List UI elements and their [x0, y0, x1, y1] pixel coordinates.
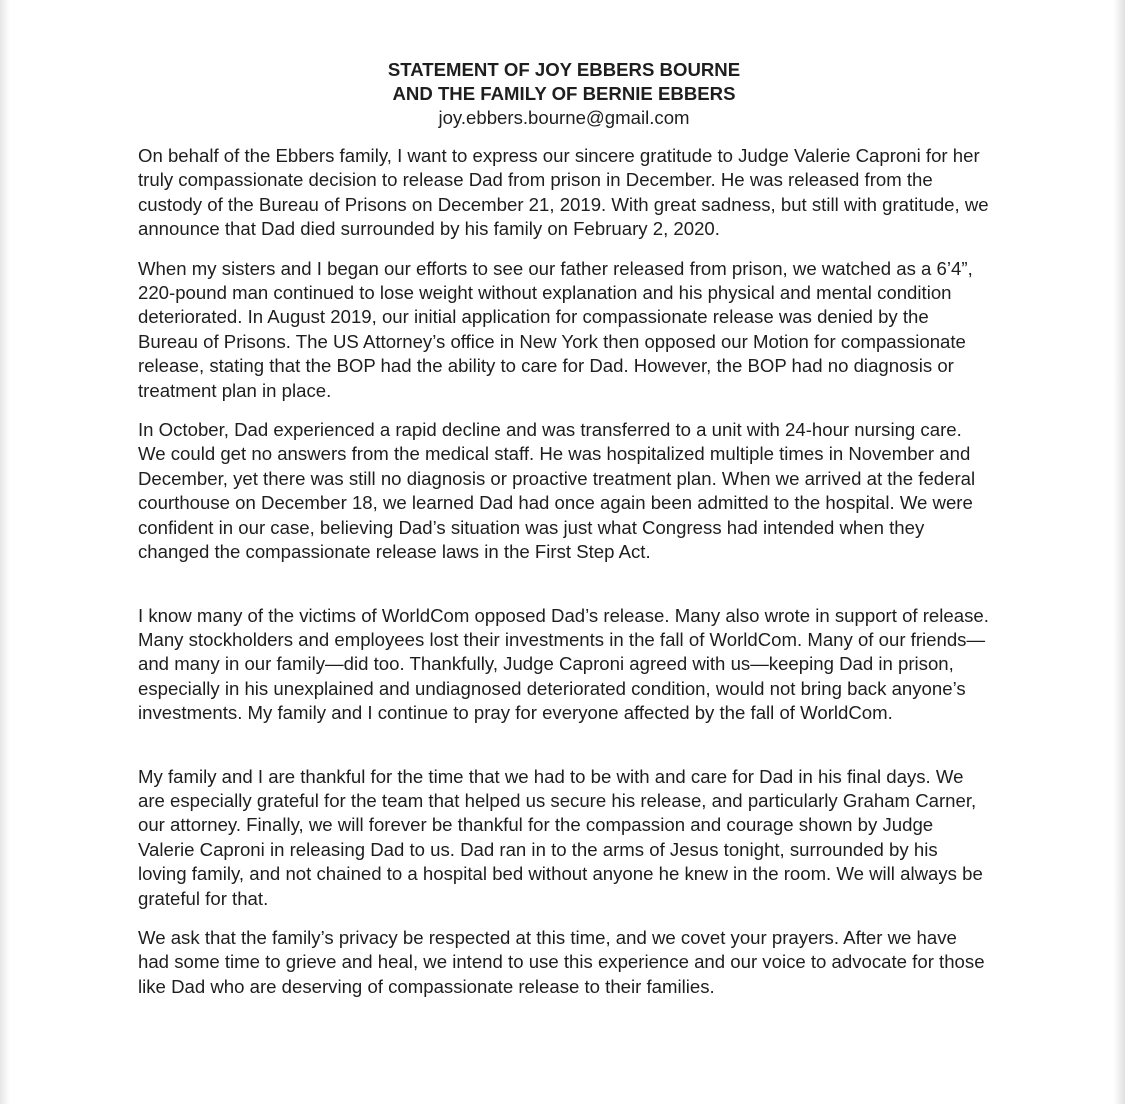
- paragraph-gratitude: On behalf of the Ebbers family, I want to express our sincere gratitude to Judge Valerie Caproni for her truly compassionate decision to release Dad from prison in December. He was released from the custody of the Bureau of Prisons on December 21, 2019. With great sadness, but still with gratitude, we announce that Dad died surrounded by his family on February 2, 2020.: [138, 145, 989, 240]
- header-title-line-2: AND THE FAMILY OF BERNIE EBBERS: [392, 83, 736, 104]
- statement-body: [138, 58, 990, 1014]
- page-right-edge: [1113, 0, 1125, 1104]
- paragraph-privacy: We ask that the family’s privacy be respected at this time, and we covet your prayers. After we have had some time to grieve and heal, we intend to use this experience and our voice to advocate for those like Dad who are deserving of compassionate release to their families.: [138, 926, 985, 997]
- paragraph-decline: In October, Dad experienced a rapid decline and was transferred to a unit with 24-hour nursing care. We could get no answers from the medical staff. He was hospitalized multiple times in November and December, yet there was still no diagnosis or proactive treatment plan. When we arrived at the federal courthouse on December 18, we learned Dad had once again been admitted to the hospital. We were confident in our case, believing Dad’s situation was just what Congress had intended when they changed the compassionate release laws in the First Step Act.: [138, 419, 976, 563]
- statement-header: [138, 58, 990, 130]
- paragraph-worldcom: I know many of the victims of WorldCom opposed Dad’s release. Many also wrote in support of release. Many stockholders and employees lost their investments in the fall of WorldCom. Many of our friends—and many in our family—did too. Thankfully, Judge Caproni agreed with us—keeping Dad in prison, especially in his unexplained and undiagnosed deteriorated condition, would not bring back anyone’s investments. My family and I continue to pray for everyone affected by the fall of WorldCom.: [138, 604, 989, 724]
- paragraph-efforts: When my sisters and I began our efforts to see our father released from prison, we watched as a 6’4”, 220-pound man continued to lose weight without explanation and his physical and mental condition deteriorated. In August 2019, our initial application for compassionate release was denied by the Bureau of Prisons. The US Attorney’s office in New York then opposed our Motion for compassionate release, stating that the BOP had the ability to care for Dad. However, the BOP had no diagnosis or treatment plan in place.: [138, 257, 973, 401]
- paragraph-thankful: My family and I are thankful for the time that we had to be with and care for Dad in his final days. We are especially grateful for the team that helped us secure his release, and particularly Graham Carner, our attorney. Finally, we will forever be thankful for the compassion and courage shown by Judge Valerie Caproni in releasing Dad to us. Dad ran in to the arms of Jesus tonight, surrounded by his loving family, and not chained to a hospital bed without anyone he knew in the room. We will always be grateful for that.: [138, 765, 983, 909]
- header-title-line-1: STATEMENT OF JOY EBBERS BOURNE: [387, 59, 741, 80]
- header-email: joy.ebbers.bourne@gmail.com: [438, 107, 690, 128]
- page-left-edge: [0, 0, 10, 1104]
